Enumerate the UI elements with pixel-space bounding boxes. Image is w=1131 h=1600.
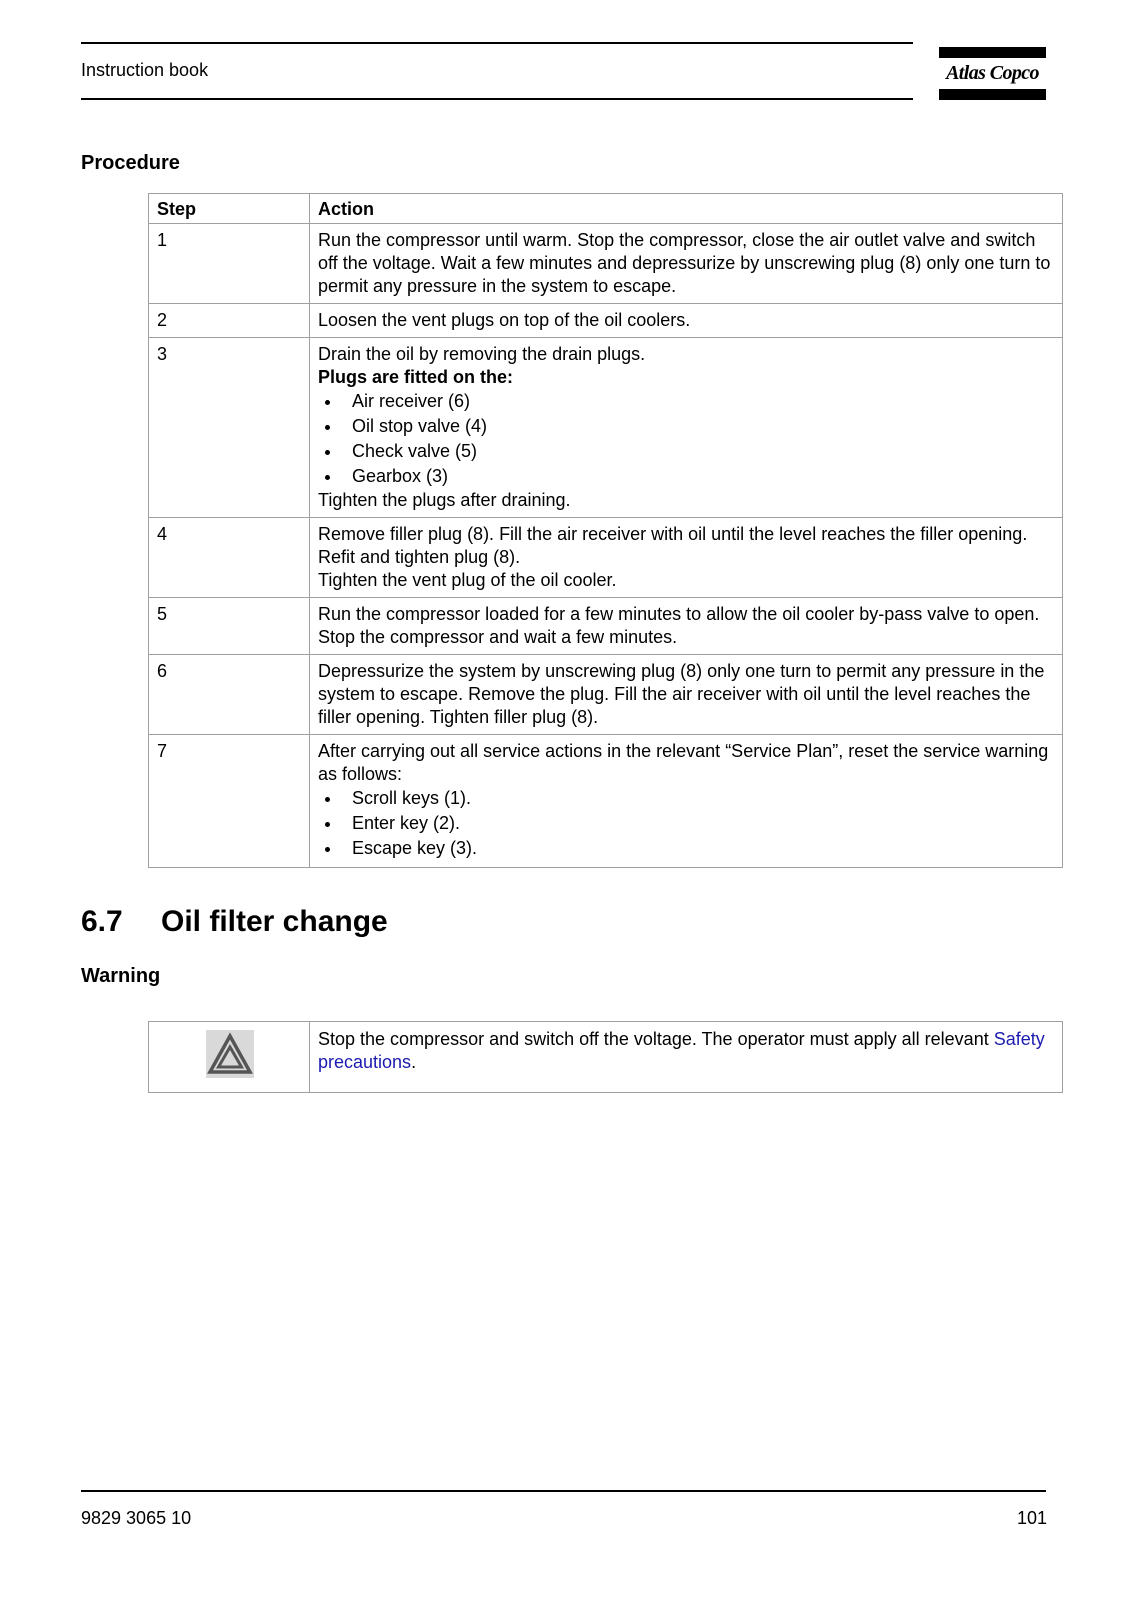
step-number: 5 bbox=[149, 598, 310, 655]
section-number: 6.7 bbox=[81, 905, 123, 938]
step-number: 3 bbox=[149, 338, 310, 518]
step-action-text: After carrying out all service actions in the relevant “Service Plan”, reset the service warning as follows: bbox=[318, 741, 1049, 784]
list-item: Oil stop valve (4) bbox=[318, 414, 1055, 439]
table-row bbox=[149, 338, 1063, 518]
warning-icon-cell bbox=[149, 1022, 310, 1093]
warning-message: Stop the compressor and switch off the voltage. The operator must apply all relevant bbox=[318, 1029, 994, 1049]
atlas-copco-logo bbox=[939, 47, 1046, 100]
section-heading bbox=[81, 905, 388, 939]
table-row bbox=[149, 224, 1063, 304]
section-title: Oil filter change bbox=[161, 905, 388, 938]
table-row bbox=[149, 304, 1063, 338]
procedure-table bbox=[148, 193, 1063, 868]
header-title: Instruction book bbox=[81, 60, 209, 80]
step-action-text: Drain the oil by removing the drain plugs. bbox=[318, 344, 646, 364]
step-action-line: Refit and tighten plug (8). bbox=[318, 547, 521, 567]
step-action-line: Remove filler plug (8). Fill the air receiver with oil until the level reaches the filler opening. bbox=[318, 524, 1028, 544]
step-action-after: Tighten the plugs after draining. bbox=[318, 490, 571, 510]
step-number: 6 bbox=[149, 655, 310, 735]
column-header-step: Step bbox=[149, 194, 310, 224]
bullet-list bbox=[318, 786, 1055, 861]
table-header-row bbox=[149, 194, 1063, 224]
step-action bbox=[310, 735, 1063, 868]
bullet-list bbox=[318, 389, 1055, 489]
warning-heading: Warning bbox=[81, 965, 161, 987]
step-action-line: Run the compressor loaded for a few minutes to allow the oil cooler by-pass valve to open. bbox=[318, 604, 1040, 624]
warning-link-suffix: . bbox=[411, 1052, 417, 1072]
list-item: Check valve (5) bbox=[318, 439, 1055, 464]
page-number: 101 bbox=[1016, 1508, 1047, 1528]
warning-table bbox=[148, 1021, 1063, 1093]
logo-wordmark: Atlas Copco bbox=[946, 62, 1039, 84]
step-number: 2 bbox=[149, 304, 310, 338]
step-action-line: Tighten the vent plug of the oil cooler. bbox=[318, 570, 617, 590]
procedure-heading: Procedure bbox=[81, 152, 180, 174]
step-number: 1 bbox=[149, 224, 310, 304]
step-action: Run the compressor until warm. Stop the compressor, close the air outlet valve and switch off the voltage. Wait a few minutes and depressurize by unscrewing plug (8) only one turn to permit any pressure in the system to escape. bbox=[310, 224, 1063, 304]
footer-rule bbox=[81, 1490, 1046, 1492]
list-item: Air receiver (6) bbox=[318, 389, 1055, 414]
table-row bbox=[149, 598, 1063, 655]
header-bottom-rule bbox=[81, 98, 913, 100]
list-item: Gearbox (3) bbox=[318, 464, 1055, 489]
step-action bbox=[310, 598, 1063, 655]
step-number: 4 bbox=[149, 518, 310, 598]
step-action-subheading: Plugs are fitted on the: bbox=[318, 367, 514, 387]
step-number: 7 bbox=[149, 735, 310, 868]
step-action bbox=[310, 518, 1063, 598]
column-header-action: Action bbox=[310, 194, 1063, 224]
safety-precautions-link[interactable]: Safety precautions bbox=[318, 1029, 1045, 1072]
table-row bbox=[149, 518, 1063, 598]
step-action bbox=[310, 338, 1063, 518]
step-action: Loosen the vent plugs on top of the oil coolers. bbox=[310, 304, 1063, 338]
step-action-line: Stop the compressor and wait a few minutes. bbox=[318, 627, 678, 647]
warning-triangle-icon bbox=[206, 1030, 254, 1078]
list-item: Enter key (2). bbox=[318, 811, 1055, 836]
warning-row bbox=[149, 1022, 1063, 1093]
list-item: Scroll keys (1). bbox=[318, 786, 1055, 811]
header-top-rule bbox=[81, 42, 913, 44]
table-row bbox=[149, 735, 1063, 868]
step-action: Depressurize the system by unscrewing plug (8) only one turn to permit any pressure in the system to escape. Remove the plug. Fill the air receiver with oil until the level reaches the filler opening. Tighten filler plug (8). bbox=[310, 655, 1063, 735]
warning-text bbox=[310, 1022, 1063, 1093]
list-item: Escape key (3). bbox=[318, 836, 1055, 861]
table-row bbox=[149, 655, 1063, 735]
document-number: 9829 3065 10 bbox=[81, 1508, 192, 1528]
